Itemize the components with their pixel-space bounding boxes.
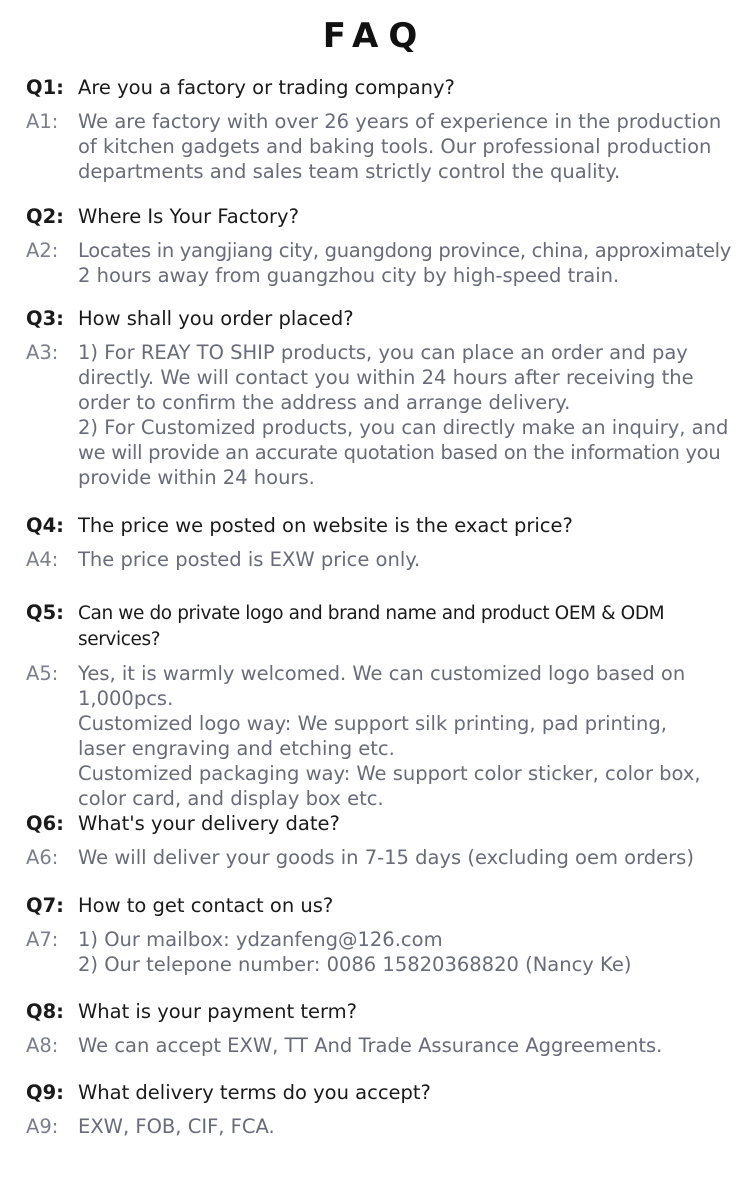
answer-line: of kitchen gadgets and baking tools. Our professional production — [78, 135, 712, 158]
answer-line: We can accept EXW, TT And Trade Assurance Aggreements. — [78, 1034, 663, 1057]
answer-label: A9: — [26, 1115, 59, 1138]
answer-label: A7: — [26, 928, 59, 951]
faq-item-7 — [0, 893, 750, 977]
answer-row — [0, 109, 750, 184]
question-row — [0, 204, 750, 229]
answer-line: 1,000pcs. — [78, 687, 174, 710]
answer-line: order to confirm the address and arrange delivery. — [78, 391, 571, 414]
answer-line: We are factory with over 26 years of experience in the production — [78, 110, 722, 133]
answer-row — [0, 238, 750, 288]
answer-row — [0, 547, 750, 572]
faq-item-2 — [0, 204, 750, 288]
answer-line: directly. We will contact you within 24 hours after receiving the — [78, 366, 694, 389]
question-text: Can we do private logo and brand name and product OEM & ODM services? — [78, 603, 665, 650]
answer-label: A1: — [26, 110, 59, 133]
question-row — [0, 75, 750, 100]
faq-item-4 — [0, 513, 750, 572]
faq-item-9 — [0, 1080, 750, 1139]
question-row — [0, 893, 750, 918]
faq-item-1 — [0, 75, 750, 184]
answer-row — [0, 661, 750, 811]
question-label: Q3: — [26, 307, 64, 330]
question-label: Q6: — [26, 812, 64, 835]
answer-line: departments and sales team strictly control the quality. — [78, 160, 621, 183]
answer-line: Customized logo way: We support silk printing, pad printing, — [78, 712, 667, 735]
answer-row — [0, 340, 750, 490]
answer-label: A8: — [26, 1034, 59, 1057]
answer-line: 1) For REAY TO SHIP products, you can place an order and pay — [78, 341, 688, 364]
answer-line: 2) Our telepone number: 0086 15820368820 (Nancy Ke) — [78, 953, 632, 976]
answer-line: We will deliver your goods in 7-15 days (excluding oem orders) — [78, 846, 694, 869]
answer-line: laser engraving and etching etc. — [78, 737, 395, 760]
answer-row — [0, 845, 750, 870]
faq-item-3 — [0, 306, 750, 490]
answer-label: A4: — [26, 548, 59, 571]
answer-line: Locates in yangjiang city, guangdong province, china, approximately — [78, 239, 731, 262]
question-label: Q2: — [26, 205, 64, 228]
answer-line: EXW, FOB, CIF, FCA. — [78, 1115, 275, 1138]
question-label: Q1: — [26, 76, 64, 99]
answer-row — [0, 1033, 750, 1058]
question-text: What is your payment term? — [78, 1000, 357, 1023]
question-text: What delivery terms do you accept? — [78, 1081, 431, 1104]
question-text: The price we posted on website is the exact price? — [78, 514, 573, 537]
faq-item-8 — [0, 999, 750, 1058]
answer-line: 1) Our mailbox: ydzanfeng@126.com — [78, 928, 443, 951]
question-row — [0, 600, 750, 652]
question-text: Where Is Your Factory? — [78, 205, 299, 228]
question-label: Q8: — [26, 1000, 64, 1023]
question-label: Q5: — [26, 601, 64, 624]
question-text: How to get contact on us? — [78, 894, 334, 917]
question-row — [0, 999, 750, 1024]
question-row — [0, 1080, 750, 1105]
faq-item-6 — [0, 811, 750, 870]
answer-line: provide within 24 hours. — [78, 466, 315, 489]
answer-label: A6: — [26, 846, 59, 869]
answer-row — [0, 927, 750, 977]
question-label: Q9: — [26, 1081, 64, 1104]
question-row — [0, 306, 750, 331]
question-row — [0, 513, 750, 538]
answer-line: Customized packaging way: We support color sticker, color box, — [78, 762, 701, 785]
question-row — [0, 811, 750, 836]
question-text: What's your delivery date? — [78, 812, 340, 835]
answer-line: color card, and display box etc. — [78, 787, 384, 810]
answer-label: A3: — [26, 341, 59, 364]
answer-line: we will provide an accurate quotation based on the information you — [78, 441, 721, 464]
question-label: Q7: — [26, 894, 64, 917]
question-label: Q4: — [26, 514, 64, 537]
faq-item-5 — [0, 600, 750, 811]
answer-line: 2) For Customized products, you can directly make an inquiry, and — [78, 416, 729, 439]
question-text: How shall you order placed? — [78, 307, 354, 330]
answer-line: Yes, it is warmly welcomed. We can customized logo based on — [78, 662, 686, 685]
page-title: FAQ — [322, 16, 428, 56]
question-text: Are you a factory or trading company? — [78, 76, 455, 99]
answer-label: A5: — [26, 662, 59, 685]
answer-row — [0, 1114, 750, 1139]
answer-line: 2 hours away from guangzhou city by high-speed train. — [78, 264, 620, 287]
answer-line: The price posted is EXW price only. — [78, 548, 421, 571]
answer-label: A2: — [26, 239, 59, 262]
